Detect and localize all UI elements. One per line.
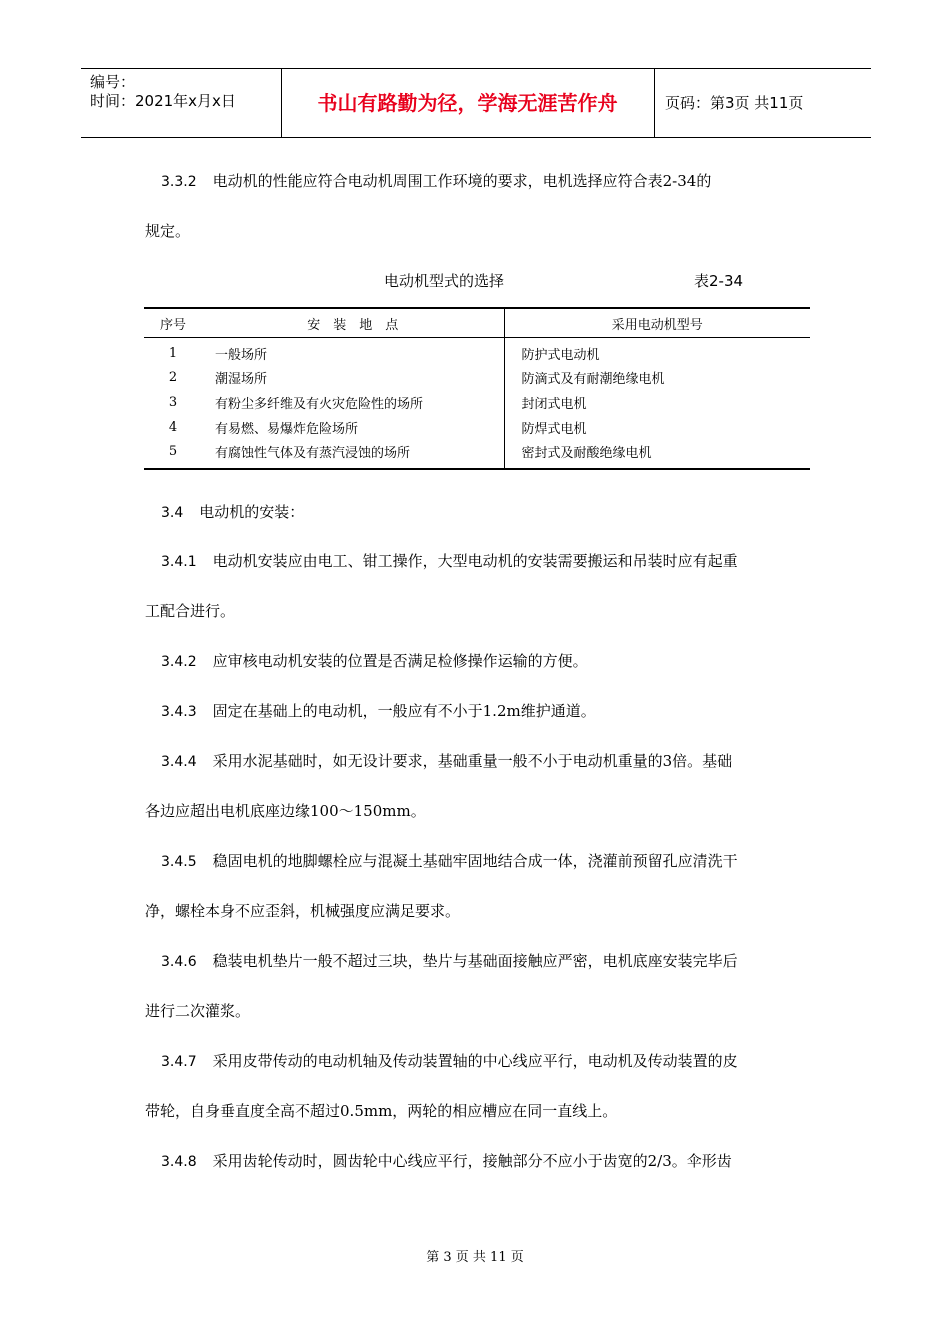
cell-index: 1 bbox=[168, 345, 178, 361]
section-number: 3.4.6 bbox=[161, 954, 197, 970]
paragraph-text: 电动机安装应由电工、钳工操作，大型电动机的安装需要搬运和吊装时应有起重 bbox=[212, 552, 738, 570]
paragraph-3-4-5-cont: 净，螺栓本身不应歪斜，机械强度应满足要求。 bbox=[145, 902, 461, 920]
table-number: 表2-34 bbox=[694, 272, 744, 290]
time-label: 时间：2021年x月x日 bbox=[90, 92, 236, 110]
section-number: 3.4.5 bbox=[161, 854, 197, 870]
paragraph-3-4-6 bbox=[145, 950, 810, 971]
paragraph-3-3-2-cont: 规定。 bbox=[145, 222, 191, 240]
table-row bbox=[144, 390, 810, 415]
table-header-row bbox=[144, 308, 810, 338]
table-row bbox=[144, 366, 810, 391]
cell-motor-type: 防焊式电机 bbox=[521, 421, 587, 437]
section-number: 3.4.2 bbox=[161, 654, 197, 670]
cell-location: 有粉尘多纤维及有火灾危险性的场所 bbox=[202, 390, 504, 415]
cell-location: 有腐蚀性气体及有蒸汽浸蚀的场所 bbox=[202, 439, 504, 469]
cell-index: 2 bbox=[168, 370, 178, 386]
paragraph-text: 采用齿轮传动时，圆齿轮中心线应平行，接触部分不应小于齿宽的2/3。伞形齿 bbox=[212, 1152, 732, 1170]
cell-motor-type: 密封式及耐酸绝缘电机 bbox=[504, 439, 810, 469]
paragraph-3-4-5 bbox=[145, 850, 810, 871]
paragraph-3-4-1 bbox=[145, 550, 810, 571]
section-number: 3.4.8 bbox=[161, 1154, 197, 1170]
section-number: 3.3.2 bbox=[161, 174, 197, 190]
paragraph-text: 稳固电机的地脚螺栓应与混凝土基础牢固地结合成一体，浇灌前预留孔应清洗干 bbox=[212, 852, 738, 870]
cell-index: 5 bbox=[144, 439, 202, 469]
paragraph-3-4-3 bbox=[145, 700, 810, 721]
section-number: 3.4 bbox=[161, 505, 184, 521]
section-number: 3.4.4 bbox=[161, 754, 197, 770]
paragraph-3-4-2 bbox=[145, 650, 810, 671]
section-number: 3.4.3 bbox=[161, 704, 197, 720]
cell-location: 一般场所 bbox=[202, 338, 504, 366]
paragraph-3-4-7-cont: 带轮，自身垂直度全高不超过0.5mm，两轮的相应槽应在同一直线上。 bbox=[145, 1102, 618, 1120]
paragraph-3-4 bbox=[145, 501, 810, 522]
code-label: 编号： bbox=[90, 73, 136, 91]
section-number: 3.4.1 bbox=[161, 554, 197, 570]
table-row bbox=[144, 338, 810, 366]
paragraph-3-4-6-cont: 进行二次灌浆。 bbox=[145, 1002, 251, 1020]
paragraph-3-4-8 bbox=[145, 1150, 810, 1171]
paragraph-text: 电动机的安装： bbox=[199, 503, 305, 521]
paragraph-text: 采用水泥基础时，如无设计要求，基础重量一般不小于电动机重量的3倍。基础 bbox=[212, 752, 733, 770]
cell-index: 4 bbox=[168, 419, 178, 435]
table-row bbox=[144, 439, 810, 469]
motor-type-table bbox=[144, 307, 810, 470]
paragraph-3-4-1-cont: 工配合进行。 bbox=[145, 602, 236, 620]
cell-location: 有易燃、易爆炸危险场所 bbox=[202, 415, 504, 440]
page-header bbox=[81, 68, 871, 138]
section-number: 3.4.7 bbox=[161, 1054, 197, 1070]
paragraph-text: 应审核电动机安装的位置是否满足检修操作运输的方便。 bbox=[212, 652, 588, 670]
paragraph-3-3-2 bbox=[145, 170, 810, 191]
paragraph-3-4-4-cont: 各边应超出电机底座边缘100～150mm。 bbox=[145, 802, 426, 820]
col-header-location: 安 装 地 点 bbox=[202, 308, 504, 338]
cell-location: 潮湿场所 bbox=[202, 366, 504, 391]
cell-motor-type: 封闭式电机 bbox=[521, 396, 587, 412]
paragraph-3-4-7 bbox=[145, 1050, 810, 1071]
paragraph-text: 稳装电机垫片一般不超过三块，垫片与基础面接触应严密，电机底座安装完毕后 bbox=[212, 952, 738, 970]
cell-motor-type: 防滴式及有耐潮绝缘电机 bbox=[521, 372, 665, 388]
col-header-motor-type: 采用电动机型号 bbox=[504, 308, 810, 338]
paragraph-text: 采用皮带传动的电动机轴及传动装置轴的中心线应平行，电动机及传动装置的皮 bbox=[212, 1052, 738, 1070]
header-page-code: 页码：第3页 共11页 bbox=[665, 94, 804, 112]
header-motto: 书山有路勤为径，学海无涯苦作舟 bbox=[281, 69, 655, 137]
header-info-cell bbox=[81, 69, 282, 137]
table-title: 电动机型式的选择 bbox=[384, 272, 505, 290]
cell-index: 3 bbox=[168, 394, 178, 410]
table-row bbox=[144, 415, 810, 440]
paragraph-text: 固定在基础上的电动机，一般应有不小于1.2m维护通道。 bbox=[212, 702, 596, 720]
page-footer: 第 3 页 共 11 页 bbox=[426, 1250, 524, 1265]
col-header-index: 序号 bbox=[144, 308, 202, 338]
paragraph-text: 电动机的性能应符合电动机周围工作环境的要求，电机选择应符合表2-34的 bbox=[212, 172, 712, 190]
cell-motor-type: 防护式电动机 bbox=[521, 347, 600, 363]
paragraph-3-4-4 bbox=[145, 750, 810, 771]
